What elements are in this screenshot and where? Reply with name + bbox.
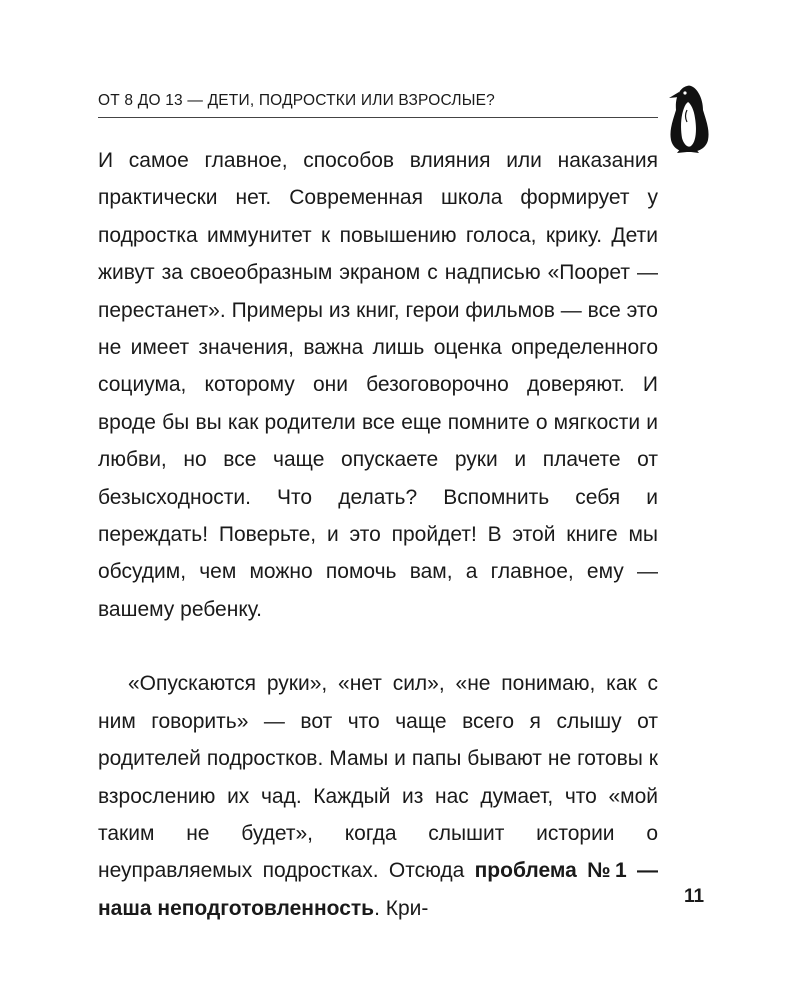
paragraph-1: И самое главное, способов влияния или наказания практически нет. Современная школа формирует у подростка иммунитет к повышению голоса, крику. Дети живут за своеобразным экраном с надписью «Поорет — перестанет». Примеры из книг, герои фильмов — все это не имеет значения, важна лишь оценка определенного социума, которому они безоговорочно доверяют. И вроде бы вы как родители все еще помните о мягкости и любви, но все чаще опускаете руки и плачете от безысходности. Что делать? Вспомнить себя и переждать! Поверьте, и это пройдет! В этой книге мы обсудим, чем можно помочь вам, а главное, ему — вашему ребенку.	[98, 149, 658, 621]
paragraph-2-text-before: «Опускаются руки», «нет сил», «не понимаю, как с ним говорить» — вот что чаще всего я слышу от родителей подростков. Мамы и папы бывают не готовы к взрослению их чад. Каждый из нас думает, что «мой таким не будет», когда слышит истории о неуправляемых подростках. Отсюда	[98, 672, 658, 883]
header-rule	[98, 117, 658, 118]
problem-1-emphasis: проблема №1 — наша неподготовленность	[98, 859, 658, 920]
penguin-icon	[665, 82, 713, 154]
body-text	[98, 142, 658, 927]
page-number: 11	[684, 886, 705, 907]
running-header: ОТ 8 ДО 13 — ДЕТИ, ПОДРОСТКИ ИЛИ ВЗРОСЛЫЕ?	[98, 92, 495, 109]
paragraph-2-text-after: . Кри-	[374, 896, 429, 920]
paragraph-2	[98, 665, 658, 927]
